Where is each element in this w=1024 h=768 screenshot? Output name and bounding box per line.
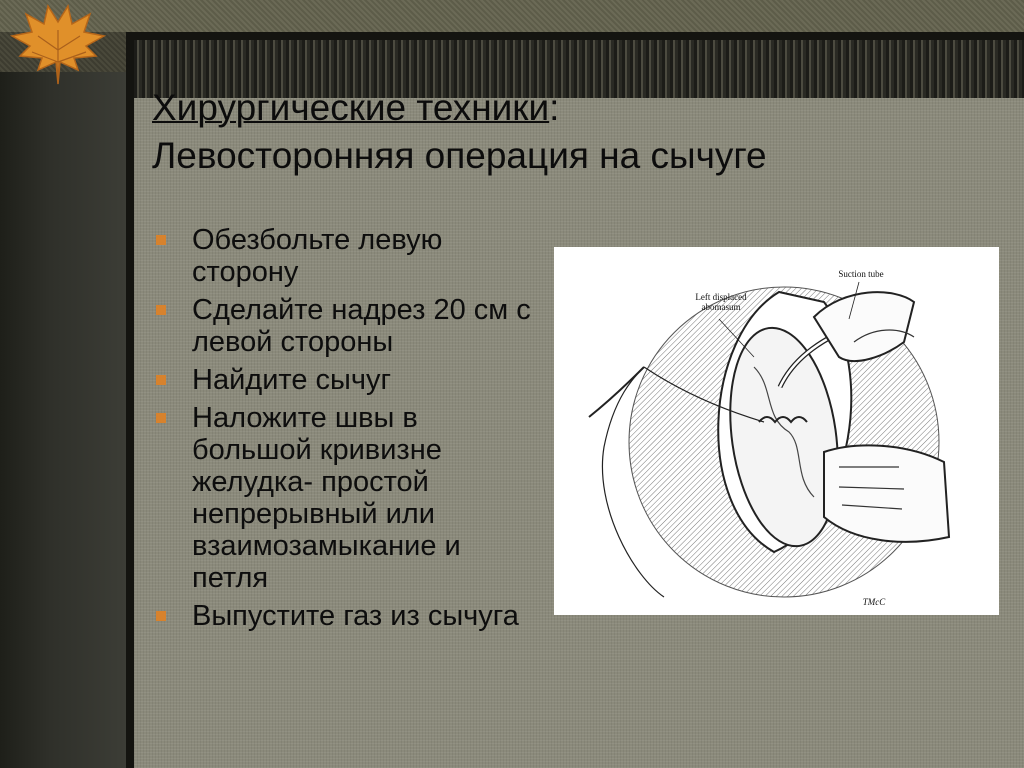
bullet-list <box>152 224 532 638</box>
list-item <box>152 364 532 396</box>
lower-hand <box>824 445 949 541</box>
bullet-text: Обезбольте левую сторону <box>192 224 443 288</box>
slide-subtitle: Левосторонняя операция на сычуге <box>152 135 767 176</box>
bullet-text: Наложите швы в большой кривизне желудка- простой непрерывный или взаимозамыкание и петля <box>192 402 461 594</box>
list-item <box>152 294 532 358</box>
maple-leaf-icon <box>2 0 114 90</box>
title-underlined: Хирургические техники <box>152 87 550 128</box>
bullet-text: Сделайте надрез 20 см с левой стороны <box>192 294 531 358</box>
list-item <box>152 402 532 594</box>
bullet-text: Найдите сычуг <box>192 364 392 396</box>
bullet-square-icon <box>156 375 166 385</box>
bullet-square-icon <box>156 235 166 245</box>
bullet-square-icon <box>156 305 166 315</box>
list-item <box>152 224 532 288</box>
left-sidebar-band <box>0 32 126 768</box>
top-texture-band <box>0 0 1024 32</box>
surgery-drawing <box>554 247 999 615</box>
artist-signature: TMcC <box>862 597 886 607</box>
label-suction-tube: Suction tube <box>838 269 884 279</box>
bullet-square-icon <box>156 611 166 621</box>
title-colon: : <box>549 87 560 128</box>
bullet-text: Выпустите газ из сычуга <box>192 600 519 632</box>
surgery-illustration <box>554 247 999 615</box>
slide-title <box>152 84 992 180</box>
bullet-square-icon <box>156 413 166 423</box>
label-abomasum: Left displaced abomasum <box>695 292 747 312</box>
list-item <box>152 600 532 632</box>
